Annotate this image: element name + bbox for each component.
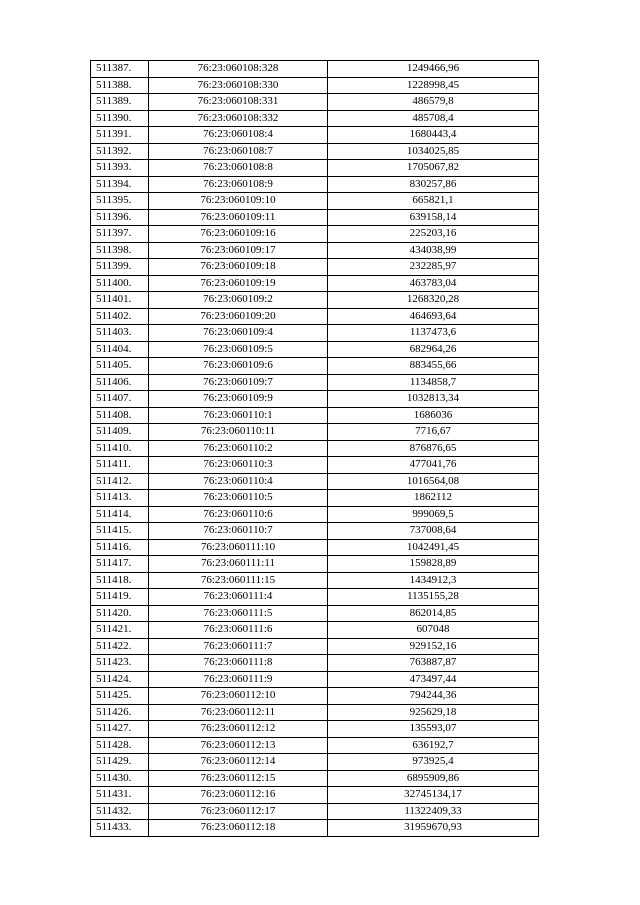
row-number-cell: 511395. (91, 193, 149, 210)
cadastral-number-cell: 76:23:060111:4 (149, 589, 328, 606)
table-row (91, 572, 539, 589)
cadastral-value-cell: 763887,87 (328, 655, 539, 672)
cadastral-number-cell: 76:23:060112:13 (149, 737, 328, 754)
cadastral-value-cell: 1686036 (328, 407, 539, 424)
cadastral-value-cell: 665821,1 (328, 193, 539, 210)
cadastral-value-cell: 1134858,7 (328, 374, 539, 391)
table-row (91, 424, 539, 441)
table-row (91, 358, 539, 375)
cadastral-number-cell: 76:23:060110:3 (149, 457, 328, 474)
cadastral-number-cell: 76:23:060109:9 (149, 391, 328, 408)
table-row (91, 259, 539, 276)
table-row (91, 292, 539, 309)
cadastral-number-cell: 76:23:060110:2 (149, 440, 328, 457)
table-row (91, 803, 539, 820)
table-row (91, 787, 539, 804)
row-number-cell: 511419. (91, 589, 149, 606)
cadastral-value-cell: 1042491,45 (328, 539, 539, 556)
cadastral-number-cell: 76:23:060108:7 (149, 143, 328, 160)
table-row (91, 374, 539, 391)
table-row (91, 391, 539, 408)
row-number-cell: 511417. (91, 556, 149, 573)
row-number-cell: 511424. (91, 671, 149, 688)
cadastral-value-cell: 737008,64 (328, 523, 539, 540)
table-row (91, 539, 539, 556)
row-number-cell: 511400. (91, 275, 149, 292)
document-page (90, 60, 531, 837)
cadastral-number-cell: 76:23:060110:4 (149, 473, 328, 490)
cadastral-number-cell: 76:23:060109:6 (149, 358, 328, 375)
table-row (91, 655, 539, 672)
row-number-cell: 511388. (91, 77, 149, 94)
cadastral-value-cell: 639158,14 (328, 209, 539, 226)
row-number-cell: 511408. (91, 407, 149, 424)
cadastral-value-cell: 1705067,82 (328, 160, 539, 177)
cadastral-value-table (90, 60, 539, 837)
cadastral-number-cell: 76:23:060112:15 (149, 770, 328, 787)
cadastral-value-cell: 31959670,93 (328, 820, 539, 837)
cadastral-value-cell: 159828,89 (328, 556, 539, 573)
cadastral-value-cell: 973925,4 (328, 754, 539, 771)
table-row (91, 490, 539, 507)
table-row (91, 457, 539, 474)
table-row (91, 737, 539, 754)
cadastral-number-cell: 76:23:060110:1 (149, 407, 328, 424)
row-number-cell: 511387. (91, 61, 149, 78)
cadastral-number-cell: 76:23:060112:18 (149, 820, 328, 837)
row-number-cell: 511413. (91, 490, 149, 507)
table-row (91, 440, 539, 457)
cadastral-value-cell: 636192,7 (328, 737, 539, 754)
table-row (91, 160, 539, 177)
cadastral-value-cell: 925629,18 (328, 704, 539, 721)
table-body (91, 61, 539, 837)
cadastral-value-cell: 1434912,3 (328, 572, 539, 589)
cadastral-value-cell: 830257,86 (328, 176, 539, 193)
cadastral-number-cell: 76:23:060111:10 (149, 539, 328, 556)
row-number-cell: 511426. (91, 704, 149, 721)
cadastral-number-cell: 76:23:060109:11 (149, 209, 328, 226)
cadastral-number-cell: 76:23:060108:332 (149, 110, 328, 127)
table-row (91, 209, 539, 226)
table-row (91, 754, 539, 771)
cadastral-number-cell: 76:23:060109:5 (149, 341, 328, 358)
cadastral-number-cell: 76:23:060110:6 (149, 506, 328, 523)
cadastral-value-cell: 1249466,96 (328, 61, 539, 78)
table-row (91, 473, 539, 490)
cadastral-number-cell: 76:23:060112:16 (149, 787, 328, 804)
row-number-cell: 511431. (91, 787, 149, 804)
table-row (91, 605, 539, 622)
cadastral-value-cell: 434038,99 (328, 242, 539, 259)
cadastral-value-cell: 1135155,28 (328, 589, 539, 606)
row-number-cell: 511410. (91, 440, 149, 457)
cadastral-value-cell: 682964,26 (328, 341, 539, 358)
row-number-cell: 511405. (91, 358, 149, 375)
cadastral-value-cell: 1016564,08 (328, 473, 539, 490)
table-row (91, 506, 539, 523)
cadastral-number-cell: 76:23:060109:19 (149, 275, 328, 292)
table-row (91, 688, 539, 705)
table-row (91, 61, 539, 78)
cadastral-value-cell: 1862112 (328, 490, 539, 507)
cadastral-number-cell: 76:23:060108:8 (149, 160, 328, 177)
table-row (91, 110, 539, 127)
row-number-cell: 511421. (91, 622, 149, 639)
row-number-cell: 511433. (91, 820, 149, 837)
row-number-cell: 511404. (91, 341, 149, 358)
row-number-cell: 511402. (91, 308, 149, 325)
table-row (91, 143, 539, 160)
cadastral-number-cell: 76:23:060111:8 (149, 655, 328, 672)
cadastral-value-cell: 485708,4 (328, 110, 539, 127)
table-row (91, 77, 539, 94)
cadastral-number-cell: 76:23:060112:14 (149, 754, 328, 771)
cadastral-number-cell: 76:23:060109:18 (149, 259, 328, 276)
cadastral-number-cell: 76:23:060108:331 (149, 94, 328, 111)
row-number-cell: 511425. (91, 688, 149, 705)
table-row (91, 242, 539, 259)
table-row (91, 325, 539, 342)
table-row (91, 589, 539, 606)
table-row (91, 523, 539, 540)
cadastral-number-cell: 76:23:060112:11 (149, 704, 328, 721)
cadastral-number-cell: 76:23:060109:16 (149, 226, 328, 243)
table-row (91, 407, 539, 424)
table-row (91, 721, 539, 738)
cadastral-value-cell: 1268320,28 (328, 292, 539, 309)
table-row (91, 275, 539, 292)
cadastral-value-cell: 477041,76 (328, 457, 539, 474)
cadastral-value-cell: 1032813,34 (328, 391, 539, 408)
row-number-cell: 511418. (91, 572, 149, 589)
row-number-cell: 511392. (91, 143, 149, 160)
row-number-cell: 511394. (91, 176, 149, 193)
cadastral-number-cell: 76:23:060110:7 (149, 523, 328, 540)
table-row (91, 308, 539, 325)
cadastral-value-cell: 232285,97 (328, 259, 539, 276)
table-row (91, 820, 539, 837)
cadastral-value-cell: 473497,44 (328, 671, 539, 688)
cadastral-number-cell: 76:23:060112:10 (149, 688, 328, 705)
row-number-cell: 511411. (91, 457, 149, 474)
table-row (91, 341, 539, 358)
cadastral-number-cell: 76:23:060111:15 (149, 572, 328, 589)
row-number-cell: 511412. (91, 473, 149, 490)
row-number-cell: 511422. (91, 638, 149, 655)
table-row (91, 193, 539, 210)
cadastral-number-cell: 76:23:060110:11 (149, 424, 328, 441)
row-number-cell: 511401. (91, 292, 149, 309)
table-row (91, 226, 539, 243)
row-number-cell: 511432. (91, 803, 149, 820)
table-row (91, 704, 539, 721)
row-number-cell: 511391. (91, 127, 149, 144)
row-number-cell: 511416. (91, 539, 149, 556)
row-number-cell: 511415. (91, 523, 149, 540)
cadastral-number-cell: 76:23:060111:5 (149, 605, 328, 622)
cadastral-number-cell: 76:23:060112:12 (149, 721, 328, 738)
cadastral-value-cell: 7716,67 (328, 424, 539, 441)
cadastral-value-cell: 862014,85 (328, 605, 539, 622)
row-number-cell: 511406. (91, 374, 149, 391)
row-number-cell: 511390. (91, 110, 149, 127)
table-row (91, 671, 539, 688)
table-row (91, 556, 539, 573)
cadastral-value-cell: 929152,16 (328, 638, 539, 655)
cadastral-value-cell: 463783,04 (328, 275, 539, 292)
cadastral-number-cell: 76:23:060108:9 (149, 176, 328, 193)
cadastral-number-cell: 76:23:060109:7 (149, 374, 328, 391)
cadastral-value-cell: 464693,64 (328, 308, 539, 325)
cadastral-number-cell: 76:23:060108:328 (149, 61, 328, 78)
table-row (91, 176, 539, 193)
cadastral-number-cell: 76:23:060111:9 (149, 671, 328, 688)
table-row (91, 638, 539, 655)
cadastral-value-cell: 1137473,6 (328, 325, 539, 342)
cadastral-number-cell: 76:23:060112:17 (149, 803, 328, 820)
row-number-cell: 511393. (91, 160, 149, 177)
cadastral-value-cell: 794244,36 (328, 688, 539, 705)
cadastral-number-cell: 76:23:060108:330 (149, 77, 328, 94)
cadastral-value-cell: 32745134,17 (328, 787, 539, 804)
cadastral-value-cell: 486579,8 (328, 94, 539, 111)
cadastral-number-cell: 76:23:060109:17 (149, 242, 328, 259)
cadastral-value-cell: 6895909,86 (328, 770, 539, 787)
cadastral-value-cell: 1680443,4 (328, 127, 539, 144)
row-number-cell: 511407. (91, 391, 149, 408)
cadastral-value-cell: 1228998,45 (328, 77, 539, 94)
cadastral-number-cell: 76:23:060111:7 (149, 638, 328, 655)
cadastral-number-cell: 76:23:060111:6 (149, 622, 328, 639)
cadastral-value-cell: 135593,07 (328, 721, 539, 738)
row-number-cell: 511397. (91, 226, 149, 243)
cadastral-number-cell: 76:23:060111:11 (149, 556, 328, 573)
cadastral-number-cell: 76:23:060110:5 (149, 490, 328, 507)
cadastral-number-cell: 76:23:060109:2 (149, 292, 328, 309)
row-number-cell: 511409. (91, 424, 149, 441)
row-number-cell: 511403. (91, 325, 149, 342)
table-row (91, 127, 539, 144)
cadastral-value-cell: 11322409,33 (328, 803, 539, 820)
cadastral-value-cell: 225203,16 (328, 226, 539, 243)
cadastral-value-cell: 1034025,85 (328, 143, 539, 160)
cadastral-number-cell: 76:23:060109:4 (149, 325, 328, 342)
table-row (91, 94, 539, 111)
row-number-cell: 511398. (91, 242, 149, 259)
row-number-cell: 511396. (91, 209, 149, 226)
cadastral-value-cell: 883455,66 (328, 358, 539, 375)
row-number-cell: 511420. (91, 605, 149, 622)
cadastral-value-cell: 876876,65 (328, 440, 539, 457)
cadastral-value-cell: 999069,5 (328, 506, 539, 523)
cadastral-number-cell: 76:23:060108:4 (149, 127, 328, 144)
row-number-cell: 511389. (91, 94, 149, 111)
row-number-cell: 511430. (91, 770, 149, 787)
row-number-cell: 511428. (91, 737, 149, 754)
row-number-cell: 511427. (91, 721, 149, 738)
table-row (91, 622, 539, 639)
cadastral-value-cell: 607048 (328, 622, 539, 639)
row-number-cell: 511423. (91, 655, 149, 672)
table-row (91, 770, 539, 787)
row-number-cell: 511414. (91, 506, 149, 523)
cadastral-number-cell: 76:23:060109:10 (149, 193, 328, 210)
row-number-cell: 511399. (91, 259, 149, 276)
cadastral-number-cell: 76:23:060109:20 (149, 308, 328, 325)
row-number-cell: 511429. (91, 754, 149, 771)
